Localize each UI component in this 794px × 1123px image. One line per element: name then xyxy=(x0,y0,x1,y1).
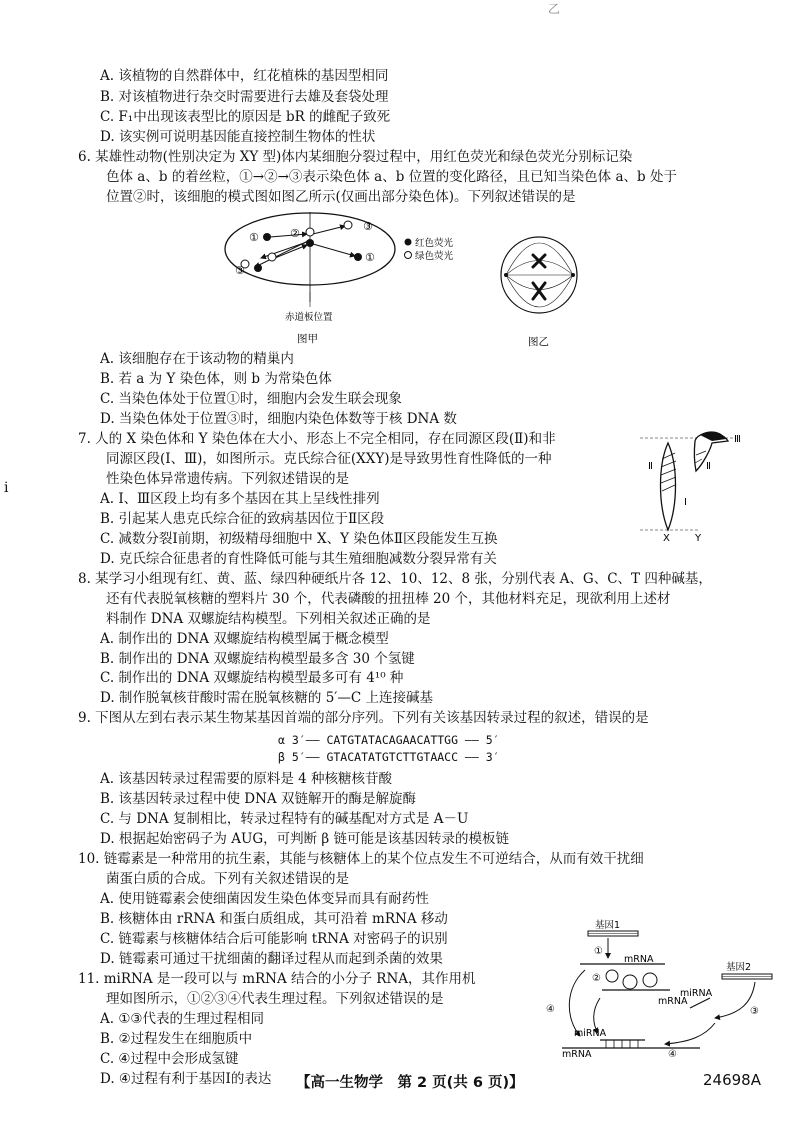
caption-yi: 图乙 xyxy=(528,336,549,348)
q6-option-a: A. 该细胞存在于该动物的精巢内 xyxy=(100,351,294,367)
q11-option-b: B. ②过程发生在细胞质中 xyxy=(100,1031,253,1047)
q7-option-d: D. 克氏综合征患者的育性降低可能与其生殖细胞减数分裂异常有关 xyxy=(100,551,497,567)
q10-option-b: B. 核糖体由 rRNA 和蛋白质组成，其可沿着 mRNA 移动 xyxy=(100,911,448,927)
process-3-label: ③ xyxy=(750,1006,759,1017)
q11-stem-line-2: 理如图所示，①②③④代表生理过程。下列叙述错误的是 xyxy=(106,991,444,1007)
q5-option-a: A. 该植物的自然群体中，红花植株的基因型相同 xyxy=(100,68,389,84)
region-2-label-y: Ⅱ xyxy=(706,461,711,472)
green-dot-1 xyxy=(268,253,276,261)
paper-code: 24698A xyxy=(703,1071,761,1089)
q9-option-c: C. 与 DNA 复制相比，转录过程特有的碱基配对方式是 A－U xyxy=(100,811,469,827)
q8-option-a: A. 制作出的 DNA 双螺旋结构模型属于概念模型 xyxy=(100,631,389,647)
region-2-label-x: Ⅱ xyxy=(648,461,653,472)
q10-option-d: D. 链霉素可通过干扰细菌的翻译过程从而起到杀菌的效果 xyxy=(100,951,443,967)
label-2: ② xyxy=(290,227,300,240)
q11-option-a: A. ①③代表的生理过程相同 xyxy=(100,1011,265,1027)
x-label: X xyxy=(663,533,670,544)
q5-option-c: C. F₁中出现该表型比的原因是 bR 的雌配子致死 xyxy=(100,109,391,125)
process-4-label-bottom: ④ xyxy=(668,1049,677,1058)
legend-red: 红色荧光 xyxy=(415,238,454,249)
q8-stem-line-3: 料制作 DNA 双螺旋结构模型。下列相关叙述正确的是 xyxy=(106,611,431,627)
q7-option-c: C. 减数分裂Ⅰ前期，初级精母细胞中 X、Y 染色体Ⅱ区段能发生互换 xyxy=(100,531,498,547)
q10-option-c: C. 链霉素与核糖体结合后可能影响 tRNA 对密码子的识别 xyxy=(100,931,448,947)
figure-yi xyxy=(498,231,588,349)
label-3a: ③ xyxy=(363,220,373,233)
figure-mirna xyxy=(540,918,785,1058)
plate-label: 赤道板位置 xyxy=(285,312,333,323)
y-label: Y xyxy=(695,533,702,544)
red-dot-2 xyxy=(306,239,314,247)
red-dot-1 xyxy=(263,233,271,241)
mrna-label-top: mRNA xyxy=(624,954,654,965)
process-4-label-left: ④ xyxy=(546,1004,555,1015)
q5-option-b: B. 对该植物进行杂交时需要进行去雄及套袋处理 xyxy=(100,89,389,105)
label-3b: ③ xyxy=(235,264,245,277)
label-1a: ① xyxy=(249,231,259,244)
gene1-label: 基因1 xyxy=(595,920,621,931)
q9-seq-beta: β 5′—— GTACATATGTCTTGTAACC —— 3′ xyxy=(278,750,500,764)
q7-option-a: A. Ⅰ、Ⅲ区段上均有多个基因在其上呈线性排列 xyxy=(100,491,380,507)
q6-option-d: D. 当染色体处于位置③时，细胞内染色体数等于核 DNA 数 xyxy=(100,411,457,427)
q6-stem-line-3: 位置②时，该细胞的模式图如图乙所示(仅画出部分染色体)。下列叙述错误的是 xyxy=(106,189,576,205)
q10-stem-line-2: 菌蛋白质的合成。下列有关叙述错误的是 xyxy=(106,871,349,887)
page-footer: 【高一生物学 第 2 页(共 6 页)】 xyxy=(296,1075,524,1091)
margin-mark: i xyxy=(4,480,9,496)
q9-option-b: B. 该基因转录过程中使 DNA 双链解开的酶是解旋酶 xyxy=(100,791,416,807)
legend-red-dot xyxy=(405,239,412,246)
q6-stem-line-1: 6. 某雄性动物(性别决定为 XY 型)体内某细胞分裂过程中，用红色荧光和绿色荧光分别标记染 xyxy=(78,149,633,165)
process-2-label: ② xyxy=(592,973,601,984)
gene2-label: 基因2 xyxy=(726,962,752,973)
q6-option-c: C. 当染色体处于位置①时，细胞内会发生联会现象 xyxy=(100,391,402,407)
green-dot-3 xyxy=(344,221,352,229)
corner-mark: 乙 xyxy=(548,2,561,16)
legend-green-dot xyxy=(405,252,412,259)
region-1-label: Ⅰ xyxy=(684,497,687,508)
q9-option-d: D. 根据起始密码子为 AUG，可判断 β 链可能是该基因转录的模板链 xyxy=(100,831,510,847)
q11-stem-line-1: 11. miRNA 是一段可以与 mRNA 结合的小分子 RNA，其作用机 xyxy=(78,971,476,987)
q5-option-d: D. 该实例可说明基因能直接控制生物体的性状 xyxy=(100,129,376,145)
q7-stem-line-3: 性染色体异常遗传病。下列叙述错误的是 xyxy=(106,471,349,487)
q8-stem-line-2: 还有代表脱氧核糖的塑料片 30 个，代表磷酸的扭扭棒 20 个，其他材料充足，现欲利用上述材 xyxy=(106,591,671,607)
q6-stem-line-2: 色体 a、b 的着丝粒，①→②→③表示染色体 a、b 位置的变化路径，且已知当染色体 a、b 处于 xyxy=(106,169,677,185)
q9-stem: 9. 下图从左到右表示某生物某基因首端的部分序列。下列有关该基因转录过程的叙述，错误的是 xyxy=(78,710,649,726)
q10-stem-line-1: 10. 链霉素是一种常用的抗生素，其能与核糖体上的某个位点发生不可逆结合，从而有效干扰细 xyxy=(78,851,644,867)
region-3-label: Ⅲ xyxy=(734,434,741,445)
q8-option-b: B. 制作出的 DNA 双螺旋结构模型最多含 30 个氢键 xyxy=(100,651,415,667)
figure-xy xyxy=(640,425,760,545)
q8-option-d: D. 制作脱氧核苷酸时需在脱氧核糖的 5′—C 上连接碱基 xyxy=(100,690,433,706)
q7-option-b: B. 引起某人患克氏综合征的致病基因位于Ⅱ区段 xyxy=(100,511,385,527)
q8-option-c: C. 制作出的 DNA 双螺旋结构模型最多可有 4¹⁰ 种 xyxy=(100,670,404,686)
mrna-label-mid: mRNA xyxy=(658,996,688,1007)
caption-jia: 图甲 xyxy=(297,333,318,345)
q8-stem-line-1: 8. 某学习小组现有红、黄、蓝、绿四种硬纸片各 12、10、12、8 张，分别代表 A、G、C、T 四种碱基， xyxy=(78,571,712,587)
q9-option-a: A. 该基因转录过程需要的原料是 4 种核糖核苷酸 xyxy=(100,771,393,787)
red-dot-4 xyxy=(254,264,262,272)
process-1-label: ① xyxy=(594,946,603,957)
q7-stem-line-2: 同源区段(Ⅰ、Ⅲ)，如图所示。克氏综合征(XXY)是导致男性育性降低的一种 xyxy=(106,451,552,467)
q7-stem-line-1: 7. 人的 X 染色体和 Y 染色体在大小、形态上不完全相同，存在同源区段(Ⅱ)和非 xyxy=(78,431,556,447)
q9-seq-alpha: α 3′—— CATGTATACAGAACATTGG —— 5′ xyxy=(278,733,500,747)
legend-green: 绿色荧光 xyxy=(415,251,454,262)
q10-option-a: A. 使用链霉素会使细菌因发生染色体变异而具有耐药性 xyxy=(100,891,429,907)
q11-option-c: C. ④过程中会形成氢键 xyxy=(100,1051,239,1067)
q11-option-d: D. ④过程有利于基因Ⅰ的表达 xyxy=(100,1071,272,1087)
figure-jia xyxy=(215,212,485,347)
red-dot-3 xyxy=(354,253,362,261)
label-1b: ① xyxy=(365,251,375,264)
green-dot-2 xyxy=(306,228,314,236)
mirna-label-right: miRNA xyxy=(680,988,713,999)
q6-option-b: B. 若 a 为 Y 染色体，则 b 为常染色体 xyxy=(100,371,332,387)
mrna-label-bottom: mRNA xyxy=(562,1049,592,1058)
mirna-label-bottom: miRNA xyxy=(574,1028,607,1039)
